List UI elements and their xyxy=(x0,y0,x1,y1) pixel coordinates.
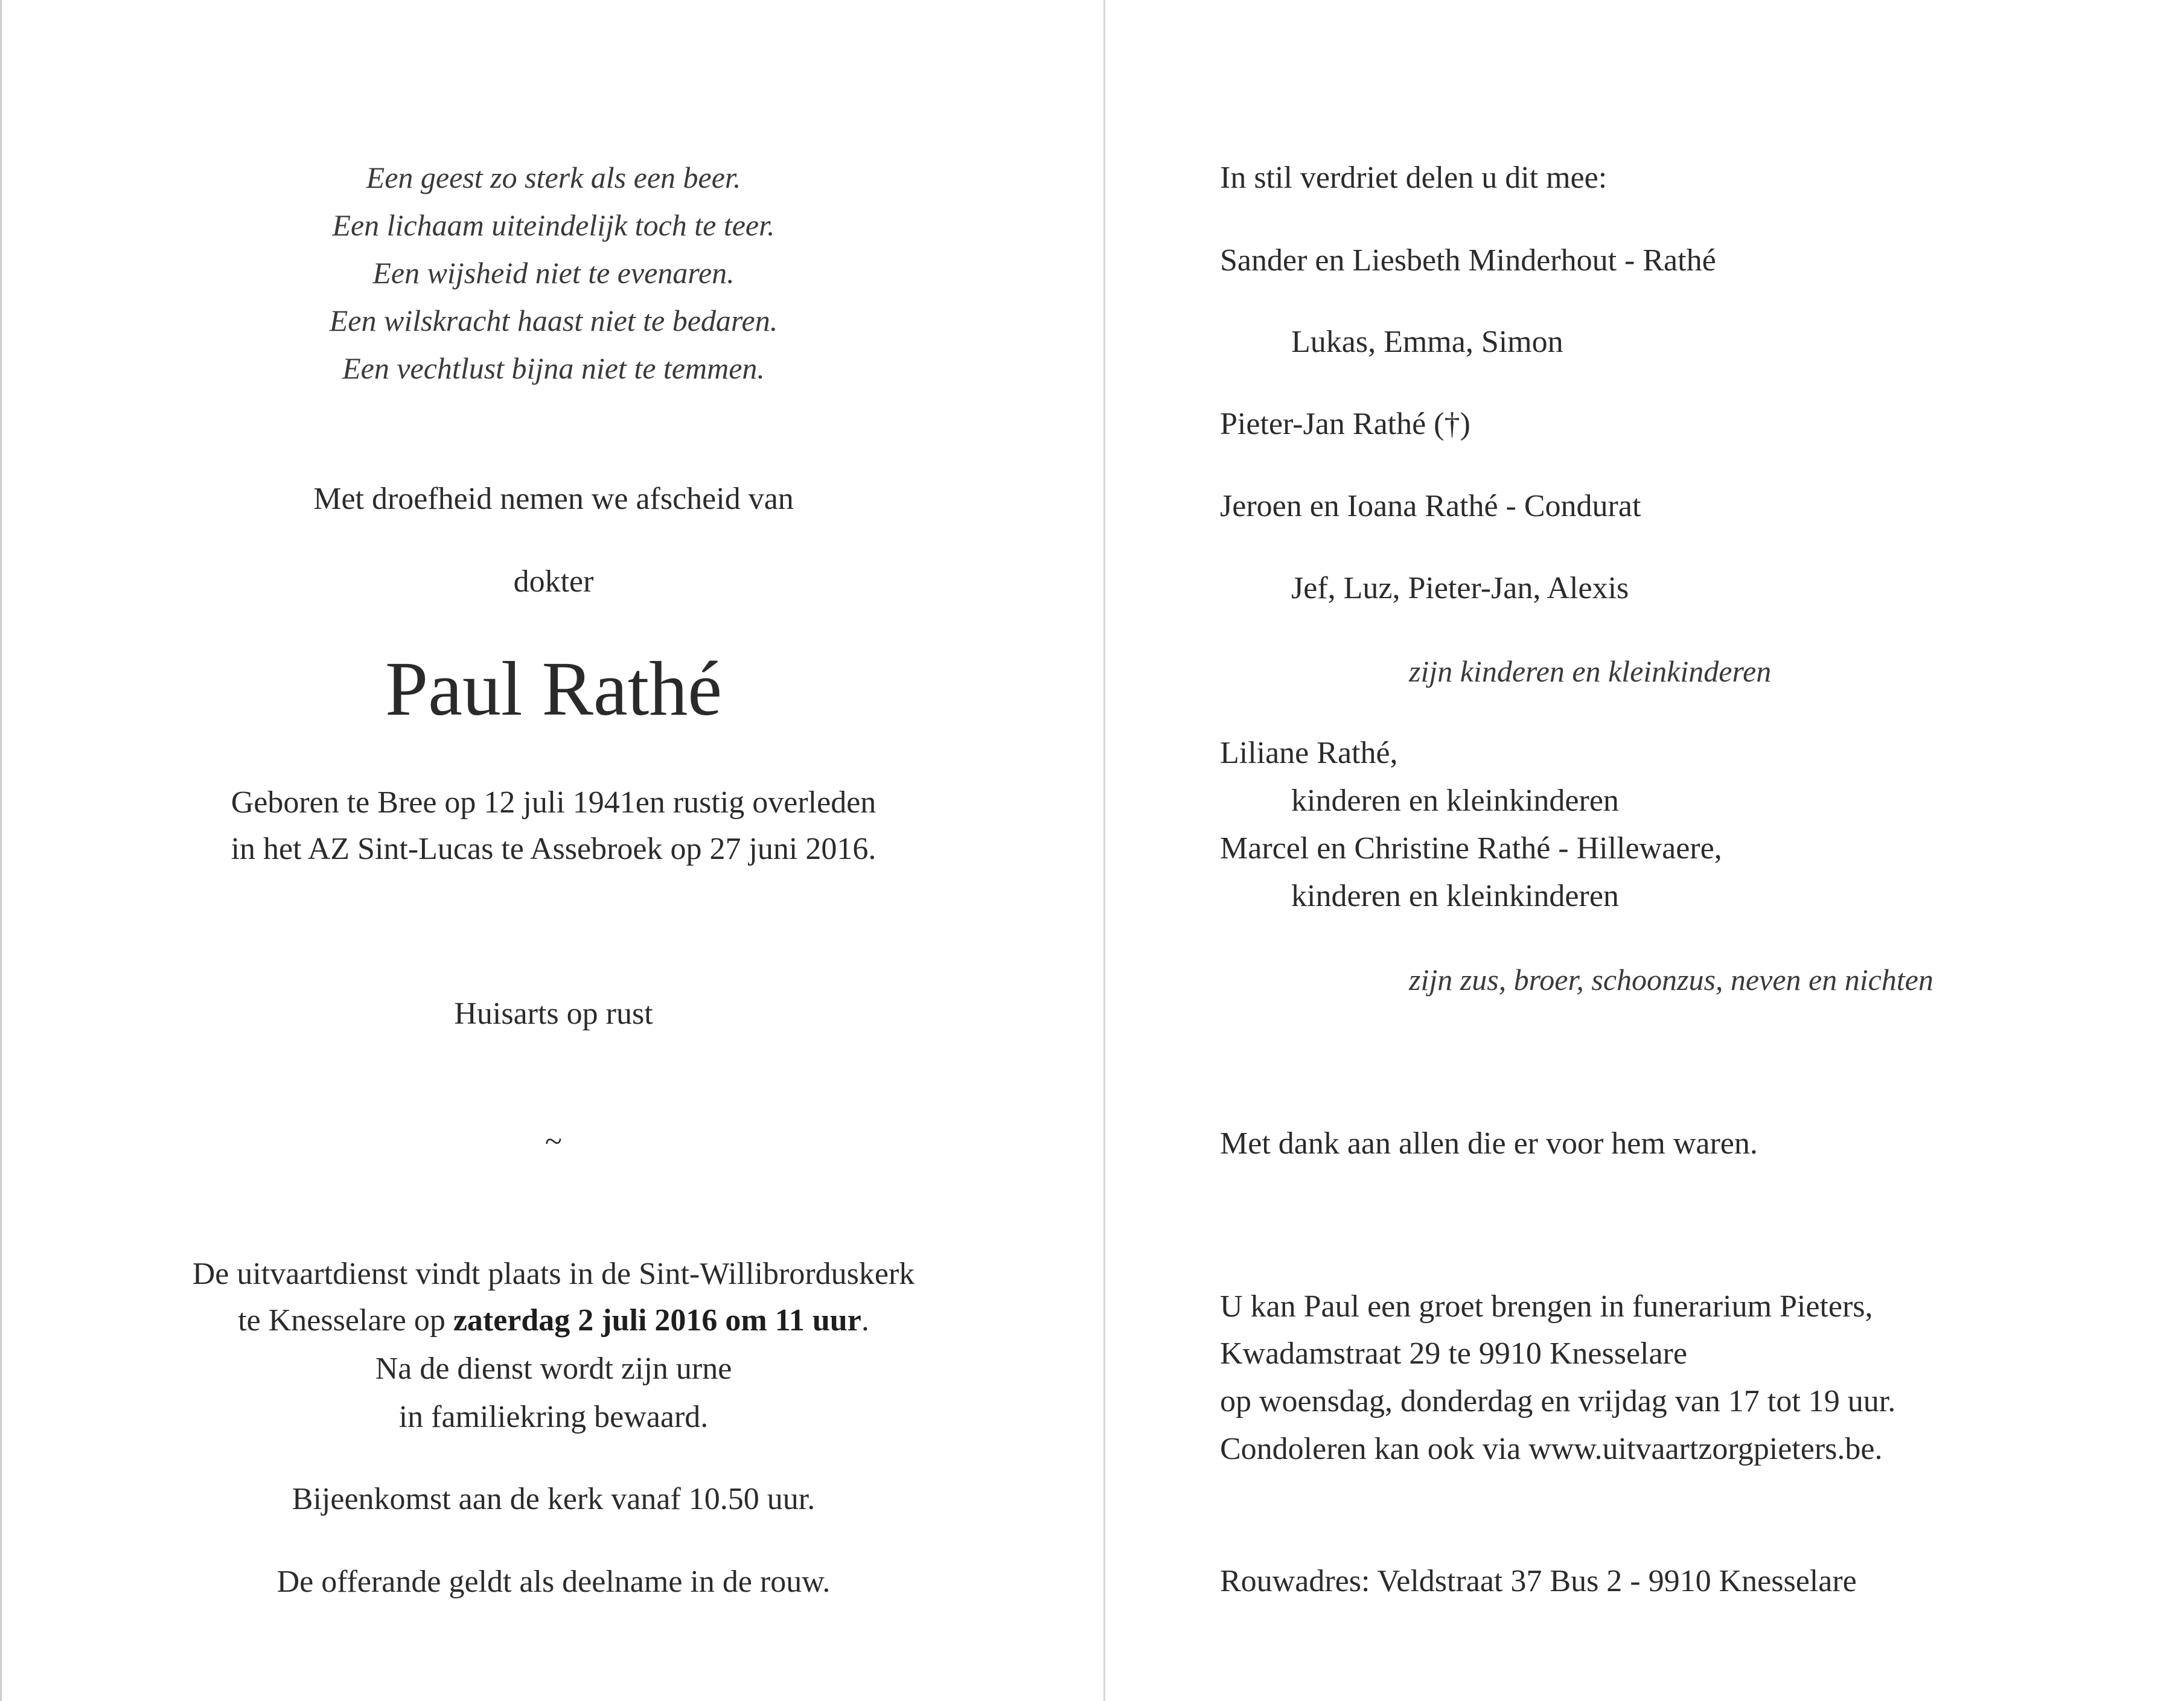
sibling-descendants: kinderen en kleinkinderen xyxy=(1291,783,1619,818)
deceased-title: dokter xyxy=(513,564,594,599)
right-page xyxy=(1105,0,2184,1701)
poem-line: Een geest zo sterk als een beer. xyxy=(366,161,741,194)
thanks-line: Met dank aan allen die er voor hem waren. xyxy=(1220,1126,1758,1161)
children-caption: zijn kinderen en kleinkinderen xyxy=(1409,654,1772,688)
sibling: Marcel en Christine Rathé - Hillewaere, xyxy=(1220,831,1722,866)
sibling-descendants: kinderen en kleinkinderen xyxy=(1291,879,1619,913)
poem-line: Een vechtlust bijna niet te temmen. xyxy=(342,351,765,385)
farewell-intro: Met droefheid nemen we afscheid van xyxy=(313,482,794,516)
condolence-line: Condoleren kan ook via www.uitvaartzorgpieters.be. xyxy=(1220,1432,1883,1466)
meeting-line: Bijeenkomst aan de kerk vanaf 10.50 uur. xyxy=(292,1482,816,1516)
poem-line: Een wijsheid niet te evenaren. xyxy=(372,256,735,290)
service-line-2 xyxy=(2,1303,1105,1338)
family-member: Pieter-Jan Rathé (†) xyxy=(1220,407,1470,441)
family-member: Jeroen en Ioana Rathé - Condurat xyxy=(1220,489,1641,523)
grandchildren: Lukas, Emma, Simon xyxy=(1291,325,1563,359)
deceased-name: Paul Rathé xyxy=(385,646,723,732)
offering-line: De offerande geldt als deelname in de rouw. xyxy=(276,1565,831,1599)
visit-line: U kan Paul een groet brengen in funerarium Pieters, xyxy=(1220,1289,1873,1324)
birth-line-1: Geboren te Bree op 12 juli 1941en rustig overleden xyxy=(231,785,876,820)
service-line-2-prefix: te Knesselare op xyxy=(238,1303,453,1338)
visit-line: Kwadamstraat 29 te 9910 Knesselare xyxy=(1220,1336,1687,1371)
sibling: Liliane Rathé, xyxy=(1220,736,1398,770)
poem xyxy=(2,154,1105,392)
urn-line-1: Na de dienst wordt zijn urne xyxy=(375,1352,732,1386)
grandchildren: Jef, Luz, Pieter-Jan, Alexis xyxy=(1291,571,1629,605)
visit-line: op woensdag, donderdag en vrijdag van 17 tot 19 uur. xyxy=(1220,1384,1896,1419)
family-intro: In stil verdriet delen u dit mee: xyxy=(1220,161,1608,195)
mourning-address: Rouwadres: Veldstraat 37 Bus 2 - 9910 Knesselare xyxy=(1220,1564,1857,1598)
family-member: Sander en Liesbeth Minderhout - Rathé xyxy=(1220,243,1716,278)
service-date: zaterdag 2 juli 2016 om 11 uur xyxy=(453,1303,861,1338)
urn-line-2: in familiekring bewaard. xyxy=(398,1400,709,1434)
poem-line: Een lichaam uiteindelijk toch te teer. xyxy=(332,208,775,242)
service-line-2-suffix: . xyxy=(861,1303,869,1338)
service-line-1: De uitvaartdienst vindt plaats in de Sint-Willibrorduskerk xyxy=(192,1257,915,1291)
separator-tilde: ~ xyxy=(544,1125,563,1159)
poem-line: Een wilskracht haast niet te bedaren. xyxy=(329,304,778,337)
birth-line-2: in het AZ Sint-Lucas te Assebroek op 27 juni 2016. xyxy=(231,832,876,866)
profession: Huisarts op rust xyxy=(454,997,653,1031)
siblings-caption: zijn zus, broer, schoonzus, neven en nichten xyxy=(1409,963,1933,997)
